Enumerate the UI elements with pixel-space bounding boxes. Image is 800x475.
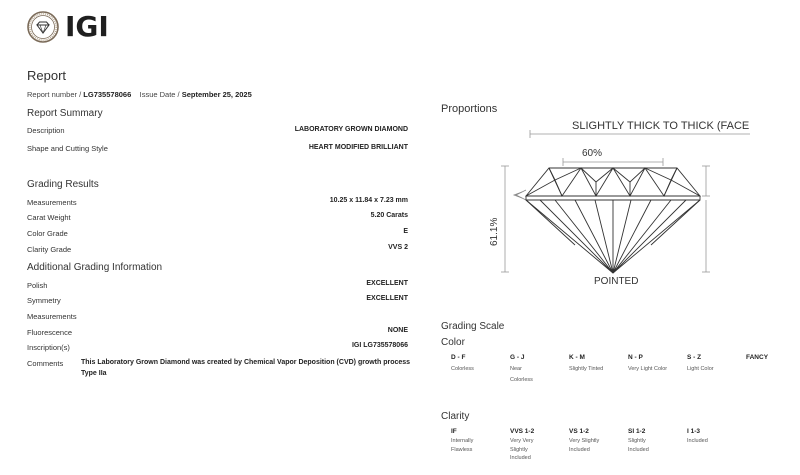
color-scale-code: D - F [451,354,466,361]
table-percent-label: 60% [582,148,603,159]
shape-value: HEART MODIFIED BRILLIANT [308,144,408,151]
clarity-scale-desc: Internally Flawless [451,438,474,453]
issue-date-label: Issue Date / [139,90,180,99]
report-number: LG735578066 [83,90,132,99]
inscription-label: Inscription(s) [27,343,70,352]
additional-grading-heading: Additional Grading Information [27,262,163,273]
igi-seal-icon [27,11,59,43]
fluorescence-value: NONE [387,327,408,334]
proportions-heading: Proportions [441,103,498,115]
clarity-scale-code: VS 1-2 [569,428,589,435]
color-scale-code: FANCY [746,354,769,361]
carat-weight-value: 5.20 Carats [370,212,408,219]
color-scale-code: G - J [510,354,525,361]
clarity-scale-desc: Very Very Slightly Included [510,438,534,461]
symmetry-label: Symmetry [27,296,61,305]
color-grade-label: Color Grade [27,229,68,238]
clarity-scale-desc: Included [687,438,708,444]
color-grade-value: E [403,228,408,235]
color-scale-desc: Very Light Color [628,366,668,372]
report-summary-heading: Report Summary [27,108,103,119]
igi-logo [27,11,109,43]
measurements-value: 10.25 x 11.84 x 7.23 mm [329,197,408,204]
polish-label: Polish [27,281,48,290]
clarity-grade-label: Clarity Grade [27,245,72,254]
grading-results-heading: Grading Results [27,179,99,190]
shape-label: Shape and Cutting Style [27,144,108,153]
additional-measurements-label: Measurements [27,312,77,321]
clarity-scale-code: I 1-3 [687,428,701,435]
depth-percent-label: 61.1% [489,217,500,246]
clarity-scale-code: VVS 1-2 [510,428,535,435]
color-scale-desc: Slightly Tinted [569,366,604,372]
comments-value: This Laboratory Grown Diamond was created by Chemical Vapor Deposition (CVD) growth process Type IIa [81,359,411,377]
description-value: LABORATORY GROWN DIAMOND [294,126,408,133]
clarity-scale-heading: Clarity [441,411,470,422]
report-meta [27,90,252,99]
report-heading: Report [27,68,67,83]
comments-label: Comments [27,359,64,368]
color-scale-code: K - M [569,354,585,361]
culet-label: POINTED [594,276,639,287]
brand-name: IGI [65,10,109,43]
proportions-diagram [480,110,770,290]
color-scale-desc: Colorless [451,366,474,372]
diamond-profile [526,168,700,273]
carat-weight-label: Carat Weight [27,213,71,222]
color-scale-code: S - Z [687,354,702,361]
inscription-value: IGI LG735578066 [351,342,408,349]
report-number-label: Report number / [27,90,82,99]
color-scale-heading: Color [441,337,465,348]
grading-scale-heading: Grading Scale [441,321,505,332]
fluorescence-label: Fluorescence [27,328,73,337]
clarity-scale-desc: Slightly Included [628,438,649,453]
clarity-scale-code: IF [451,428,457,435]
color-scale-code: N - P [628,354,643,361]
clarity-scale-code: SI 1-2 [628,428,646,435]
girdle-label: SLIGHTLY THICK TO THICK (FACE [572,120,750,132]
polish-value: EXCELLENT [366,280,408,287]
clarity-scale-desc: Very Slightly Included [569,438,600,453]
measurements-label: Measurements [27,198,77,207]
symmetry-value: EXCELLENT [366,295,408,302]
description-label: Description [27,126,65,135]
issue-date: September 25, 2025 [181,90,252,99]
clarity-grade-value: VVS 2 [388,244,408,251]
color-scale-desc: Near Colorless [510,366,533,383]
color-scale-desc: Light Color [687,366,714,372]
